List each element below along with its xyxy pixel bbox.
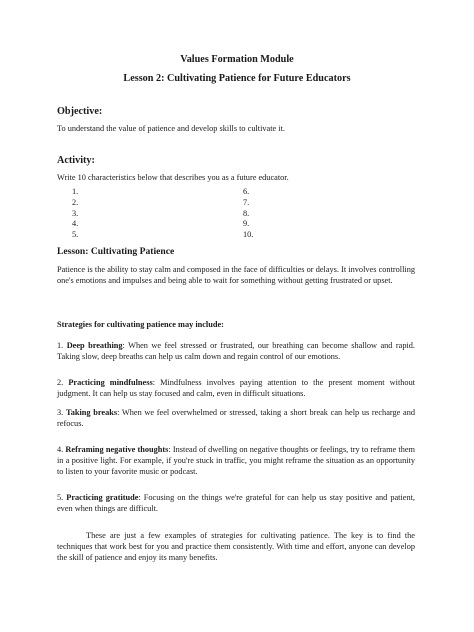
list-item: 6.: [243, 187, 250, 196]
closing-paragraph: These are just a few examples of strategies for cultivating patience. The key is to find the techniques that work best for you and practice them consistently. With time and effort, anyone can develop the skill of patience and enjoy its many benefits.: [57, 531, 415, 563]
objective-heading: Objective:: [57, 106, 103, 117]
module-title: Values Formation Module: [180, 54, 294, 65]
strategy-title: Deep breathing: [66, 341, 123, 350]
activity-list-left: [72, 187, 78, 241]
list-item: 4.: [72, 219, 79, 229]
strategy-title: Practicing mindfulness: [68, 378, 153, 387]
activity-list-right: [243, 187, 253, 241]
list-item: 7.: [243, 197, 250, 207]
list-item: 5.: [72, 230, 79, 240]
lesson-heading: Lesson: Cultivating Patience: [57, 246, 175, 257]
list-item: 3.: [72, 208, 79, 218]
list-item: 9.: [243, 219, 250, 229]
activity-instruction: Write 10 characteristics below that describes you as a future educator.: [57, 173, 289, 182]
strategy-item: 1. Deep breathing: When we feel stressed or frustrated, our breathing can become shallow and rapid. Taking slow, deep breaths can help us calm down and regain control of our emotions.: [57, 341, 416, 362]
lesson-intro: Patience is the ability to stay calm and composed in the face of difficulties or delays. It involves controlling one's emotions and impulses and being able to wait for something without getting frustrated or upset.: [57, 265, 415, 286]
list-item: 2.: [72, 197, 79, 207]
lesson-title: Lesson 2: Cultivating Patience for Future Educators: [123, 73, 351, 84]
strategy-item: 3. Taking breaks: When we feel overwhelmed or stressed, taking a short break can help us recharge and refocus.: [57, 408, 416, 429]
strategy-item: 2. Practicing mindfulness: Mindfulness involves paying attention to the present moment without judgment. It can help us stay focused and calm, even in difficult situations.: [57, 378, 416, 399]
strategies-heading: Strategies for cultivating patience may include:: [57, 320, 224, 329]
strategy-title: Reframing negative thoughts: [65, 445, 169, 454]
strategy-item: 4. Reframing negative thoughts: Instead of dwelling on negative thoughts or feelings, try to reframe them in a positive light. For example, if you're stuck in traffic, you might reframe the situation as an opportunity to listen to your favorite music or podcast.: [57, 445, 415, 477]
strategy-title: Taking breaks: [65, 408, 118, 417]
strategy-item: 5. Practicing gratitude: Focusing on the things we're grateful for can help us stay positive and patient, even when things are difficult.: [57, 493, 415, 514]
strategy-title: Practicing gratitude: [66, 493, 139, 502]
list-item: 1.: [72, 187, 79, 196]
objective-text: To understand the value of patience and develop skills to cultivate it.: [57, 124, 285, 133]
list-item: 8.: [243, 208, 250, 218]
list-item: 10.: [243, 230, 254, 240]
activity-heading: Activity:: [57, 155, 95, 166]
